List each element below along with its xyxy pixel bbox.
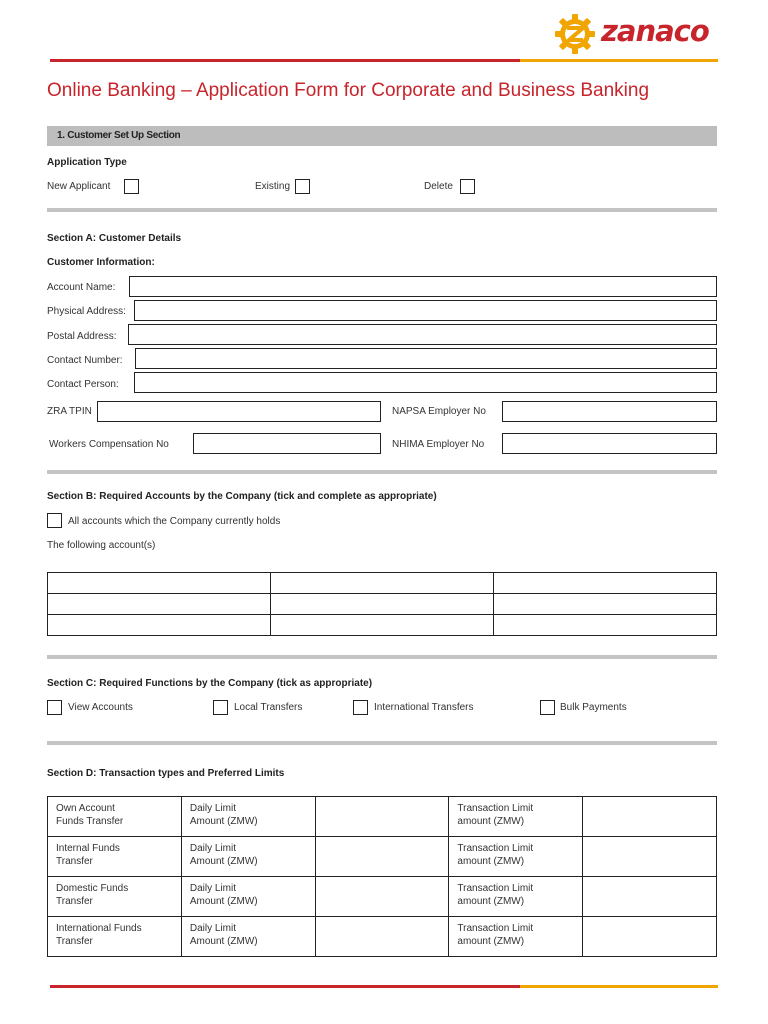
international-transfers-checkbox[interactable] bbox=[353, 700, 368, 715]
accounts-table bbox=[47, 572, 717, 636]
limits-table bbox=[47, 796, 717, 957]
following-accounts-label: The following account(s) bbox=[47, 540, 156, 551]
customer-info-label: Customer Information: bbox=[47, 257, 155, 268]
footer-rule bbox=[50, 985, 718, 988]
contact-number-field[interactable] bbox=[135, 348, 717, 369]
transaction-limit-input-cell[interactable] bbox=[583, 837, 717, 877]
accounts-cell[interactable] bbox=[494, 594, 717, 615]
contact-person-label: Contact Person: bbox=[47, 379, 119, 390]
nhima-label: NHIMA Employer No bbox=[392, 439, 485, 450]
delete-checkbox[interactable] bbox=[460, 179, 475, 194]
nhima-field[interactable] bbox=[502, 433, 717, 454]
daily-limit-input-cell[interactable] bbox=[315, 917, 449, 957]
contact-number-label: Contact Number: bbox=[47, 355, 123, 366]
limits-row bbox=[48, 877, 717, 917]
transaction-limit-input-cell[interactable] bbox=[583, 917, 717, 957]
transaction-type-cell: Domestic Funds Transfer bbox=[48, 877, 182, 917]
transaction-limit-label-cell: Transaction Limit amount (ZMW) bbox=[449, 837, 583, 877]
header-rule bbox=[50, 59, 718, 62]
section-a-title: Section A: Customer Details bbox=[47, 233, 182, 244]
local-transfers-checkbox[interactable] bbox=[213, 700, 228, 715]
international-transfers-label: International Transfers bbox=[374, 702, 474, 713]
daily-limit-input-cell[interactable] bbox=[315, 797, 449, 837]
view-accounts-checkbox[interactable] bbox=[47, 700, 62, 715]
all-accounts-label: All accounts which the Company currently holds bbox=[68, 516, 281, 527]
accounts-cell[interactable] bbox=[48, 573, 271, 594]
transaction-limit-label-cell: Transaction Limit amount (ZMW) bbox=[449, 797, 583, 837]
new-applicant-label: New Applicant bbox=[47, 181, 111, 192]
daily-limit-input-cell[interactable] bbox=[315, 877, 449, 917]
delete-label: Delete bbox=[424, 181, 453, 192]
account-name-field[interactable] bbox=[129, 276, 717, 297]
physical-address-label: Physical Address: bbox=[47, 306, 126, 317]
application-type-label: Application Type bbox=[47, 157, 127, 168]
view-accounts-label: View Accounts bbox=[68, 702, 133, 713]
accounts-cell[interactable] bbox=[48, 615, 271, 636]
physical-address-field[interactable] bbox=[134, 300, 717, 321]
zanaco-gear-icon bbox=[553, 12, 597, 56]
zanaco-logo bbox=[553, 12, 723, 56]
account-name-label: Account Name: bbox=[47, 282, 116, 293]
section-c-title: Section C: Required Functions by the Company (tick as appropriate) bbox=[47, 678, 373, 689]
transaction-limit-label-cell: Transaction Limit amount (ZMW) bbox=[449, 917, 583, 957]
divider bbox=[47, 208, 717, 212]
daily-limit-label-cell: Daily Limit Amount (ZMW) bbox=[181, 837, 315, 877]
workers-comp-label: Workers Compensation No bbox=[49, 439, 169, 450]
all-accounts-checkbox[interactable] bbox=[47, 513, 62, 528]
zra-tpin-field[interactable] bbox=[97, 401, 381, 422]
postal-address-field[interactable] bbox=[128, 324, 717, 345]
limits-row bbox=[48, 797, 717, 837]
limits-row bbox=[48, 837, 717, 877]
daily-limit-label-cell: Daily Limit Amount (ZMW) bbox=[181, 877, 315, 917]
brand-name: zanaco bbox=[601, 14, 709, 48]
zra-tpin-label: ZRA TPIN bbox=[47, 406, 92, 417]
section-d-title: Section D: Transaction types and Preferred Limits bbox=[47, 768, 285, 779]
bulk-payments-label: Bulk Payments bbox=[560, 702, 627, 713]
divider bbox=[47, 655, 717, 659]
accounts-cell[interactable] bbox=[494, 615, 717, 636]
accounts-cell[interactable] bbox=[494, 573, 717, 594]
transaction-limit-input-cell[interactable] bbox=[583, 877, 717, 917]
accounts-cell[interactable] bbox=[271, 594, 494, 615]
local-transfers-label: Local Transfers bbox=[234, 702, 303, 713]
transaction-type-cell: Internal Funds Transfer bbox=[48, 837, 182, 877]
new-applicant-checkbox[interactable] bbox=[124, 179, 139, 194]
daily-limit-input-cell[interactable] bbox=[315, 837, 449, 877]
accounts-cell[interactable] bbox=[271, 573, 494, 594]
limits-row bbox=[48, 917, 717, 957]
napsa-label: NAPSA Employer No bbox=[392, 406, 486, 417]
section-b-title: Section B: Required Accounts by the Company (tick and complete as appropriate) bbox=[47, 491, 437, 502]
page-title: Online Banking – Application Form for Corporate and Business Banking bbox=[47, 80, 650, 101]
section-header-bar bbox=[47, 126, 717, 146]
daily-limit-label-cell: Daily Limit Amount (ZMW) bbox=[181, 917, 315, 957]
transaction-type-cell: International Funds Transfer bbox=[48, 917, 182, 957]
napsa-field[interactable] bbox=[502, 401, 717, 422]
accounts-cell[interactable] bbox=[271, 615, 494, 636]
divider bbox=[47, 741, 717, 745]
transaction-limit-label-cell: Transaction Limit amount (ZMW) bbox=[449, 877, 583, 917]
postal-address-label: Postal Address: bbox=[47, 331, 117, 342]
section-header-text: 1. Customer Set Up Section bbox=[57, 130, 181, 141]
accounts-cell[interactable] bbox=[48, 594, 271, 615]
existing-checkbox[interactable] bbox=[295, 179, 310, 194]
daily-limit-label-cell: Daily Limit Amount (ZMW) bbox=[181, 797, 315, 837]
existing-label: Existing bbox=[255, 181, 291, 192]
transaction-limit-input-cell[interactable] bbox=[583, 797, 717, 837]
bulk-payments-checkbox[interactable] bbox=[540, 700, 555, 715]
contact-person-field[interactable] bbox=[134, 372, 717, 393]
transaction-type-cell: Own Account Funds Transfer bbox=[48, 797, 182, 837]
divider bbox=[47, 470, 717, 474]
workers-comp-field[interactable] bbox=[193, 433, 381, 454]
